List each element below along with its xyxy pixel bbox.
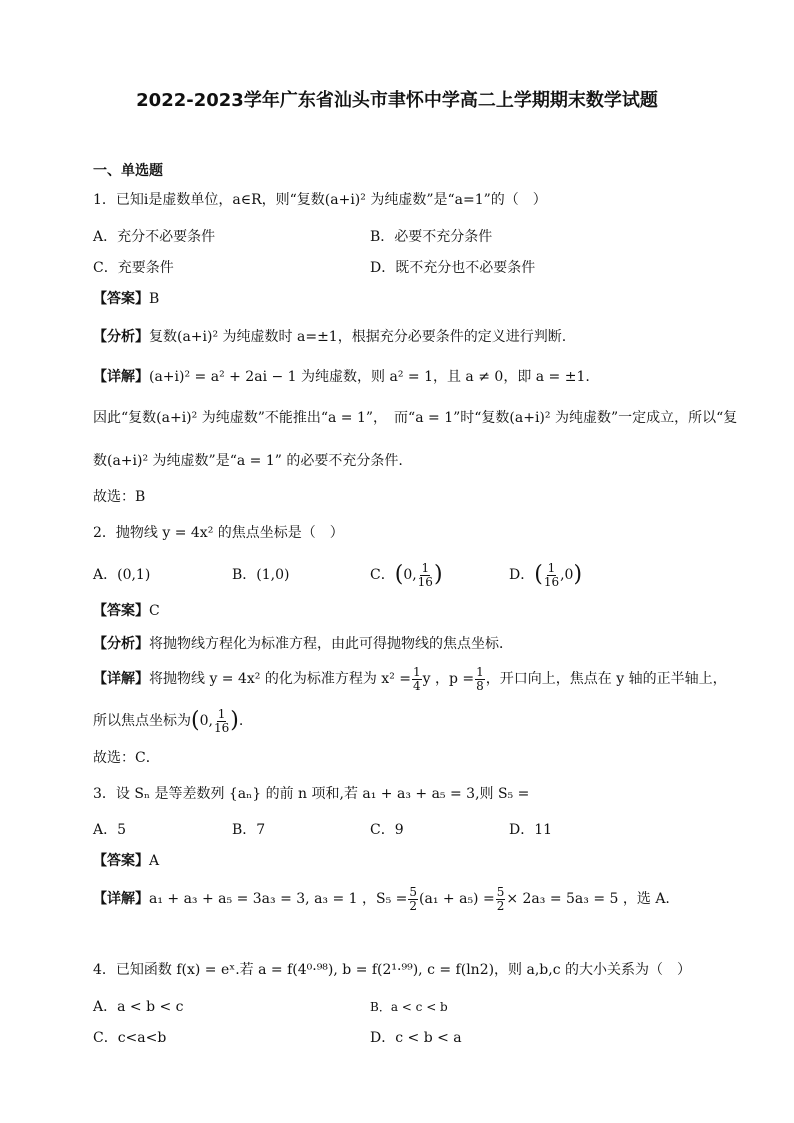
q2-analysis [93, 634, 513, 654]
q1-option-c[interactable]: C．充要条件 [93, 260, 174, 276]
q1-option-b[interactable]: B．必要不充分条件 [370, 229, 493, 245]
q1-stem: 1．已知i是虚数单位，a∈R，则“复数(a+i)² 为纯虚数”是“a=1”的（ ） [93, 192, 547, 208]
q2-analysis-text: 将抛物线方程化为标准方程，由此可得抛物线的焦点坐标． [149, 636, 513, 652]
q2-detail-line2: 所以焦点坐标为(0, $\frac{1}{16}$ ). [93, 706, 244, 735]
q4-option-a[interactable]: A．a < b < c [93, 999, 184, 1015]
q3-detail [93, 884, 670, 914]
q1-option-d[interactable]: D．既不充分也不必要条件 [370, 260, 536, 276]
q2-option-d-zero: ,0 [560, 567, 574, 583]
q3-option-b[interactable]: B．7 [232, 822, 266, 838]
q3-detail-text-a: a₁ + a₃ + a₅ = 3a₃ = 3, a₃ = 1 ，S₅ = [149, 891, 408, 907]
q2-option-c-prefix: C． [370, 567, 395, 583]
q3-option-a[interactable]: A．5 [93, 822, 127, 838]
q4-option-b[interactable]: B．a < c < b [370, 1000, 448, 1014]
q1-analysis [93, 327, 566, 347]
q2-option-d-fraction: $\frac{1}{16}$ [543, 560, 560, 589]
q2-option-d[interactable]: D．( $\frac{1}{16}$ ,0) [509, 560, 583, 589]
detail-label: 【详解】 [93, 891, 149, 907]
q3-detail-fraction-2: $\frac{5}{2}$ [496, 884, 505, 913]
q2-option-c[interactable]: C．(0, $\frac{1}{16}$ ) [370, 560, 443, 589]
q3-detail-fraction-1: $\frac{5}{2}$ [409, 884, 418, 913]
q2-answer-value: C [149, 603, 160, 619]
q1-analysis-text: 复数(a+i)² 为纯虚数时 a=±1，根据充分必要条件的定义进行判断. [149, 329, 567, 345]
q2-option-c-zero: 0, [403, 567, 417, 583]
answer-label: 【答案】 [93, 853, 149, 869]
q3-answer-value: A [149, 853, 160, 869]
q2-stem: 2．抛物线 y = 4x² 的焦点坐标是（ ） [93, 525, 344, 541]
q2-answer [93, 601, 160, 621]
q3-stem: 3．设 Sₙ 是等差数列 {aₙ} 的前 n 项和,若 a₁ + a₃ + a₅ = 3,则 S₅ = [93, 786, 530, 802]
analysis-label: 【分析】 [93, 329, 149, 345]
q2-option-c-fraction: $\frac{1}{16}$ [417, 560, 433, 589]
q1-detail-text: (a+i)² = a² + 2ai − 1 为纯虚数，则 a² = 1，且 a ≠ 0，即 a = ±1. [149, 369, 590, 385]
q2-detail-text-b: y ，p = [422, 671, 475, 687]
q1-detail-line3: 数(a+i)² 为纯虚数”是“a = 1” 的必要不充分条件. [93, 453, 403, 469]
q2-detail2-fraction: $\frac{1}{16}$ [213, 706, 230, 735]
q4-stem: 4．已知函数 f(x) = eˣ.若 a = f(4⁰·⁹⁸), b = f(2¹·⁹⁹), c = f(ln2)，则 a,b,c 的大小关系为（ ） [93, 962, 692, 978]
q3-option-c[interactable]: C．9 [370, 822, 404, 838]
q2-detail-fraction-eighth: $\frac{1}{8}$ [476, 664, 484, 693]
answer-label: 【答案】 [93, 603, 149, 619]
q1-detail-line2: 因此“复数(a+i)² 为纯虚数”不能推出“a = 1”， 而“a = 1”时“复数(a+i)² 为纯虚数”一定成立，所以“复 [93, 410, 738, 426]
q2-detail [93, 664, 727, 694]
q2-detail-text-c: ，开口向上，焦点在 y 轴的正半轴上， [485, 671, 727, 687]
q2-option-a[interactable]: A．(0,1) [93, 567, 151, 583]
q2-detail-fraction-quarter: $\frac{1}{4}$ [413, 664, 421, 693]
q3-answer [93, 851, 159, 871]
q2-choose: 故选：C． [93, 750, 160, 766]
q2-detail2-zero: 0, [199, 713, 213, 729]
q1-answer [93, 289, 159, 309]
analysis-label: 【分析】 [93, 636, 149, 652]
q3-detail-text-c: × 2a₃ = 5a₃ = 5 ，选 A. [506, 891, 670, 907]
q2-option-d-prefix: D． [509, 567, 535, 583]
detail-label: 【详解】 [93, 369, 149, 385]
section-heading: 一、单选题 [93, 163, 163, 179]
q2-option-b[interactable]: B．(1,0) [232, 567, 290, 583]
q3-detail-text-b: (a₁ + a₅) = [419, 891, 495, 907]
q4-option-d[interactable]: D．c < b < a [370, 1030, 462, 1046]
q2-detail-text-a: 将抛物线 y = 4x² 的化为标准方程为 x² = [149, 671, 411, 687]
q4-option-c[interactable]: C．c<a<b [93, 1030, 167, 1046]
q1-option-a[interactable]: A．充分不必要条件 [93, 229, 216, 245]
q1-detail [93, 367, 590, 387]
q1-choose: 故选：B [93, 489, 146, 505]
answer-label: 【答案】 [93, 291, 149, 307]
q1-answer-value: B [149, 291, 160, 307]
q3-option-d[interactable]: D．11 [509, 822, 553, 838]
document-title: 2022-2023学年广东省汕头市聿怀中学高二上学期期末数学试题 [136, 90, 658, 111]
detail-label: 【详解】 [93, 671, 149, 687]
q2-detail2-text: 所以焦点坐标为 [93, 713, 191, 729]
